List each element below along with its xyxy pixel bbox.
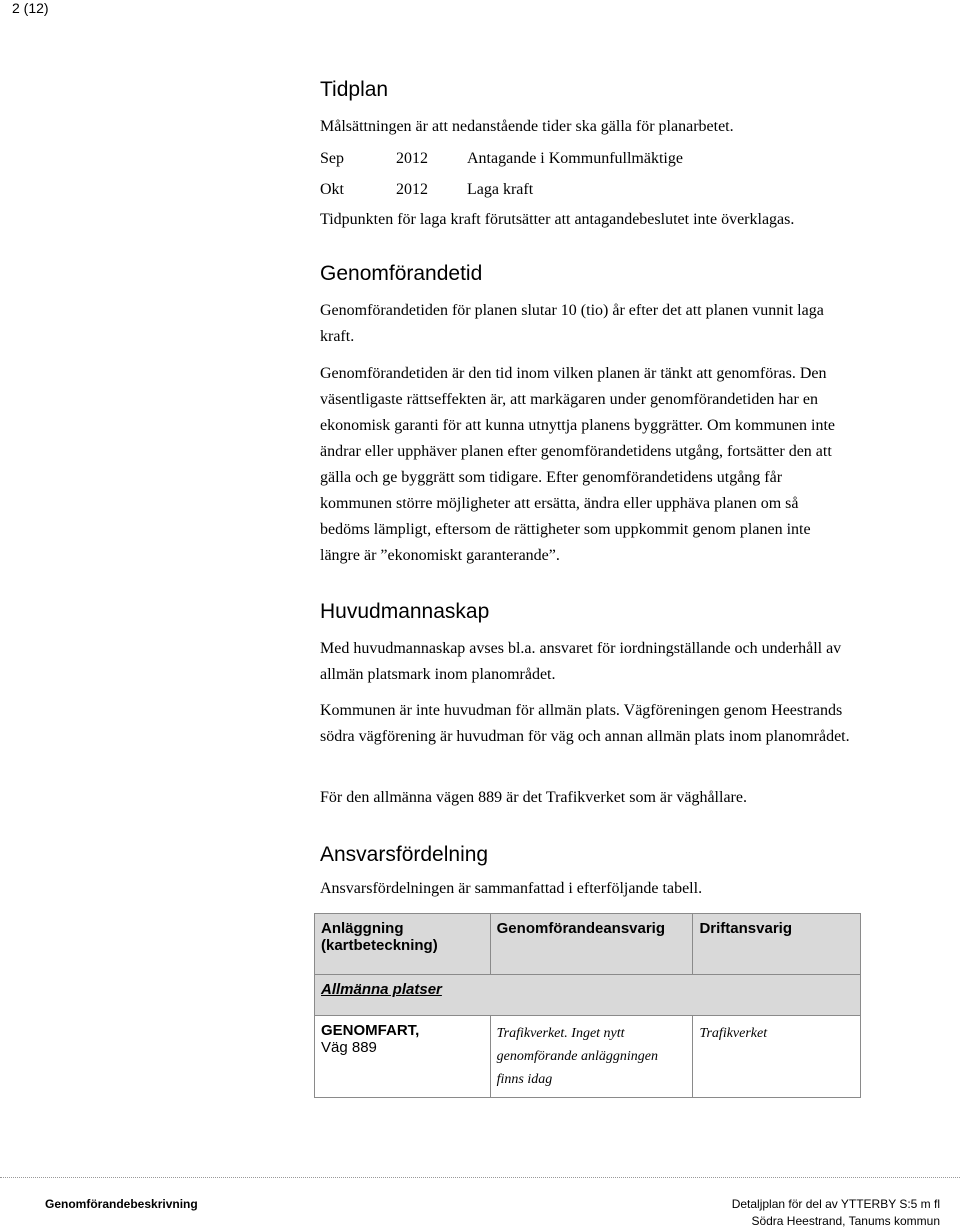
header-genomforandeansvarig: Genomförandeansvarig	[490, 914, 693, 975]
schedule-month: Okt	[320, 181, 344, 198]
schedule-event: Antagande i Kommunfullmäktige	[467, 150, 683, 167]
schedule-month: Sep	[320, 150, 344, 167]
schedule-year: 2012	[396, 150, 428, 167]
schedule-year: 2012	[396, 181, 428, 198]
heading-tidplan: Tidplan	[320, 78, 389, 101]
responsibility-table	[314, 913, 861, 1098]
huvudmannaskap-p2: Kommunen är inte huvudman för allmän plats. Vägföreningen genom Heestrands södra vägförening är huvudman för väg och annan allmän plats inom planområdet.	[320, 702, 850, 745]
footer-right-line2: Södra Heestrand, Tanums kommun	[751, 1214, 940, 1228]
header-driftansvarig: Driftansvarig	[693, 914, 861, 975]
section-allmanna-platser: Allmänna platser	[315, 975, 861, 1016]
heading-huvudmannaskap: Huvudmannaskap	[320, 600, 490, 623]
page-number: 2 (12)	[12, 0, 49, 16]
heading-genomforandetid: Genomförandetid	[320, 262, 483, 285]
huvudmannaskap-p3: För den allmänna vägen 889 är det Trafikverket som är väghållare.	[320, 789, 747, 806]
schedule-row	[320, 150, 850, 170]
ansvarsfordelning-intro: Ansvarsfördelningen är sammanfattad i efterföljande tabell.	[320, 880, 703, 897]
tidplan-intro: Målsättningen är att nedanstående tider ska gälla för planarbetet.	[320, 118, 734, 135]
genomforandetid-p2: Genomförandetiden är den tid inom vilken planen är tänkt att genomföras. Den väsentligaste rättseffekten är, att markägaren under genomförandetiden har en ekonomisk garanti för att kunna utnyttja planens byggrätter. Om kommunen inte ändrar eller upphäver planen efter genomförandetidens utgång, fortsätter den att gälla och ge byggrätt som tidigare. Efter genomförandetidens utgång får kommunen större möjligheter att ersätta, ändra eller upphäva planen om så bedöms lämpligt, eftersom de rättigheter som uppkommit genom planen inte längre är ”ekonomiskt garanterande”.	[320, 365, 835, 564]
genomforandetid-p1: Genomförandetiden för planen slutar 10 (tio) år efter det att planen vunnit laga kraft.	[320, 302, 824, 345]
table-row	[315, 1016, 861, 1098]
anlaggning-detail: Väg 889	[321, 1039, 377, 1056]
table-section-row	[315, 975, 861, 1016]
footer-divider	[0, 1177, 960, 1178]
huvudmannaskap-p1: Med huvudmannaskap avses bl.a. ansvaret för iordningställande och underhåll av allmän platsmark inom planområdet.	[320, 640, 842, 683]
footer-left: Genomförandebeskrivning	[45, 1197, 198, 1211]
heading-ansvarsfordelning: Ansvarsfördelning	[320, 843, 489, 866]
header-anlaggning: Anläggning (kartbeteckning)	[315, 914, 491, 975]
schedule-row	[320, 181, 850, 201]
cell-anlaggning	[315, 1016, 491, 1098]
cell-drift: Trafikverket	[693, 1016, 861, 1098]
cell-genomforande: Trafikverket. Inget nytt genomförande anläggningen finns idag	[490, 1016, 693, 1098]
tidplan-note: Tidpunkten för laga kraft förutsätter att antagandebeslutet inte överklagas.	[320, 211, 795, 228]
anlaggning-name: GENOMFART,	[321, 1022, 420, 1039]
schedule-event: Laga kraft	[467, 181, 534, 198]
table-header-row	[315, 914, 861, 975]
footer-right-line1: Detaljplan för del av YTTERBY S:5 m fl	[731, 1197, 940, 1211]
